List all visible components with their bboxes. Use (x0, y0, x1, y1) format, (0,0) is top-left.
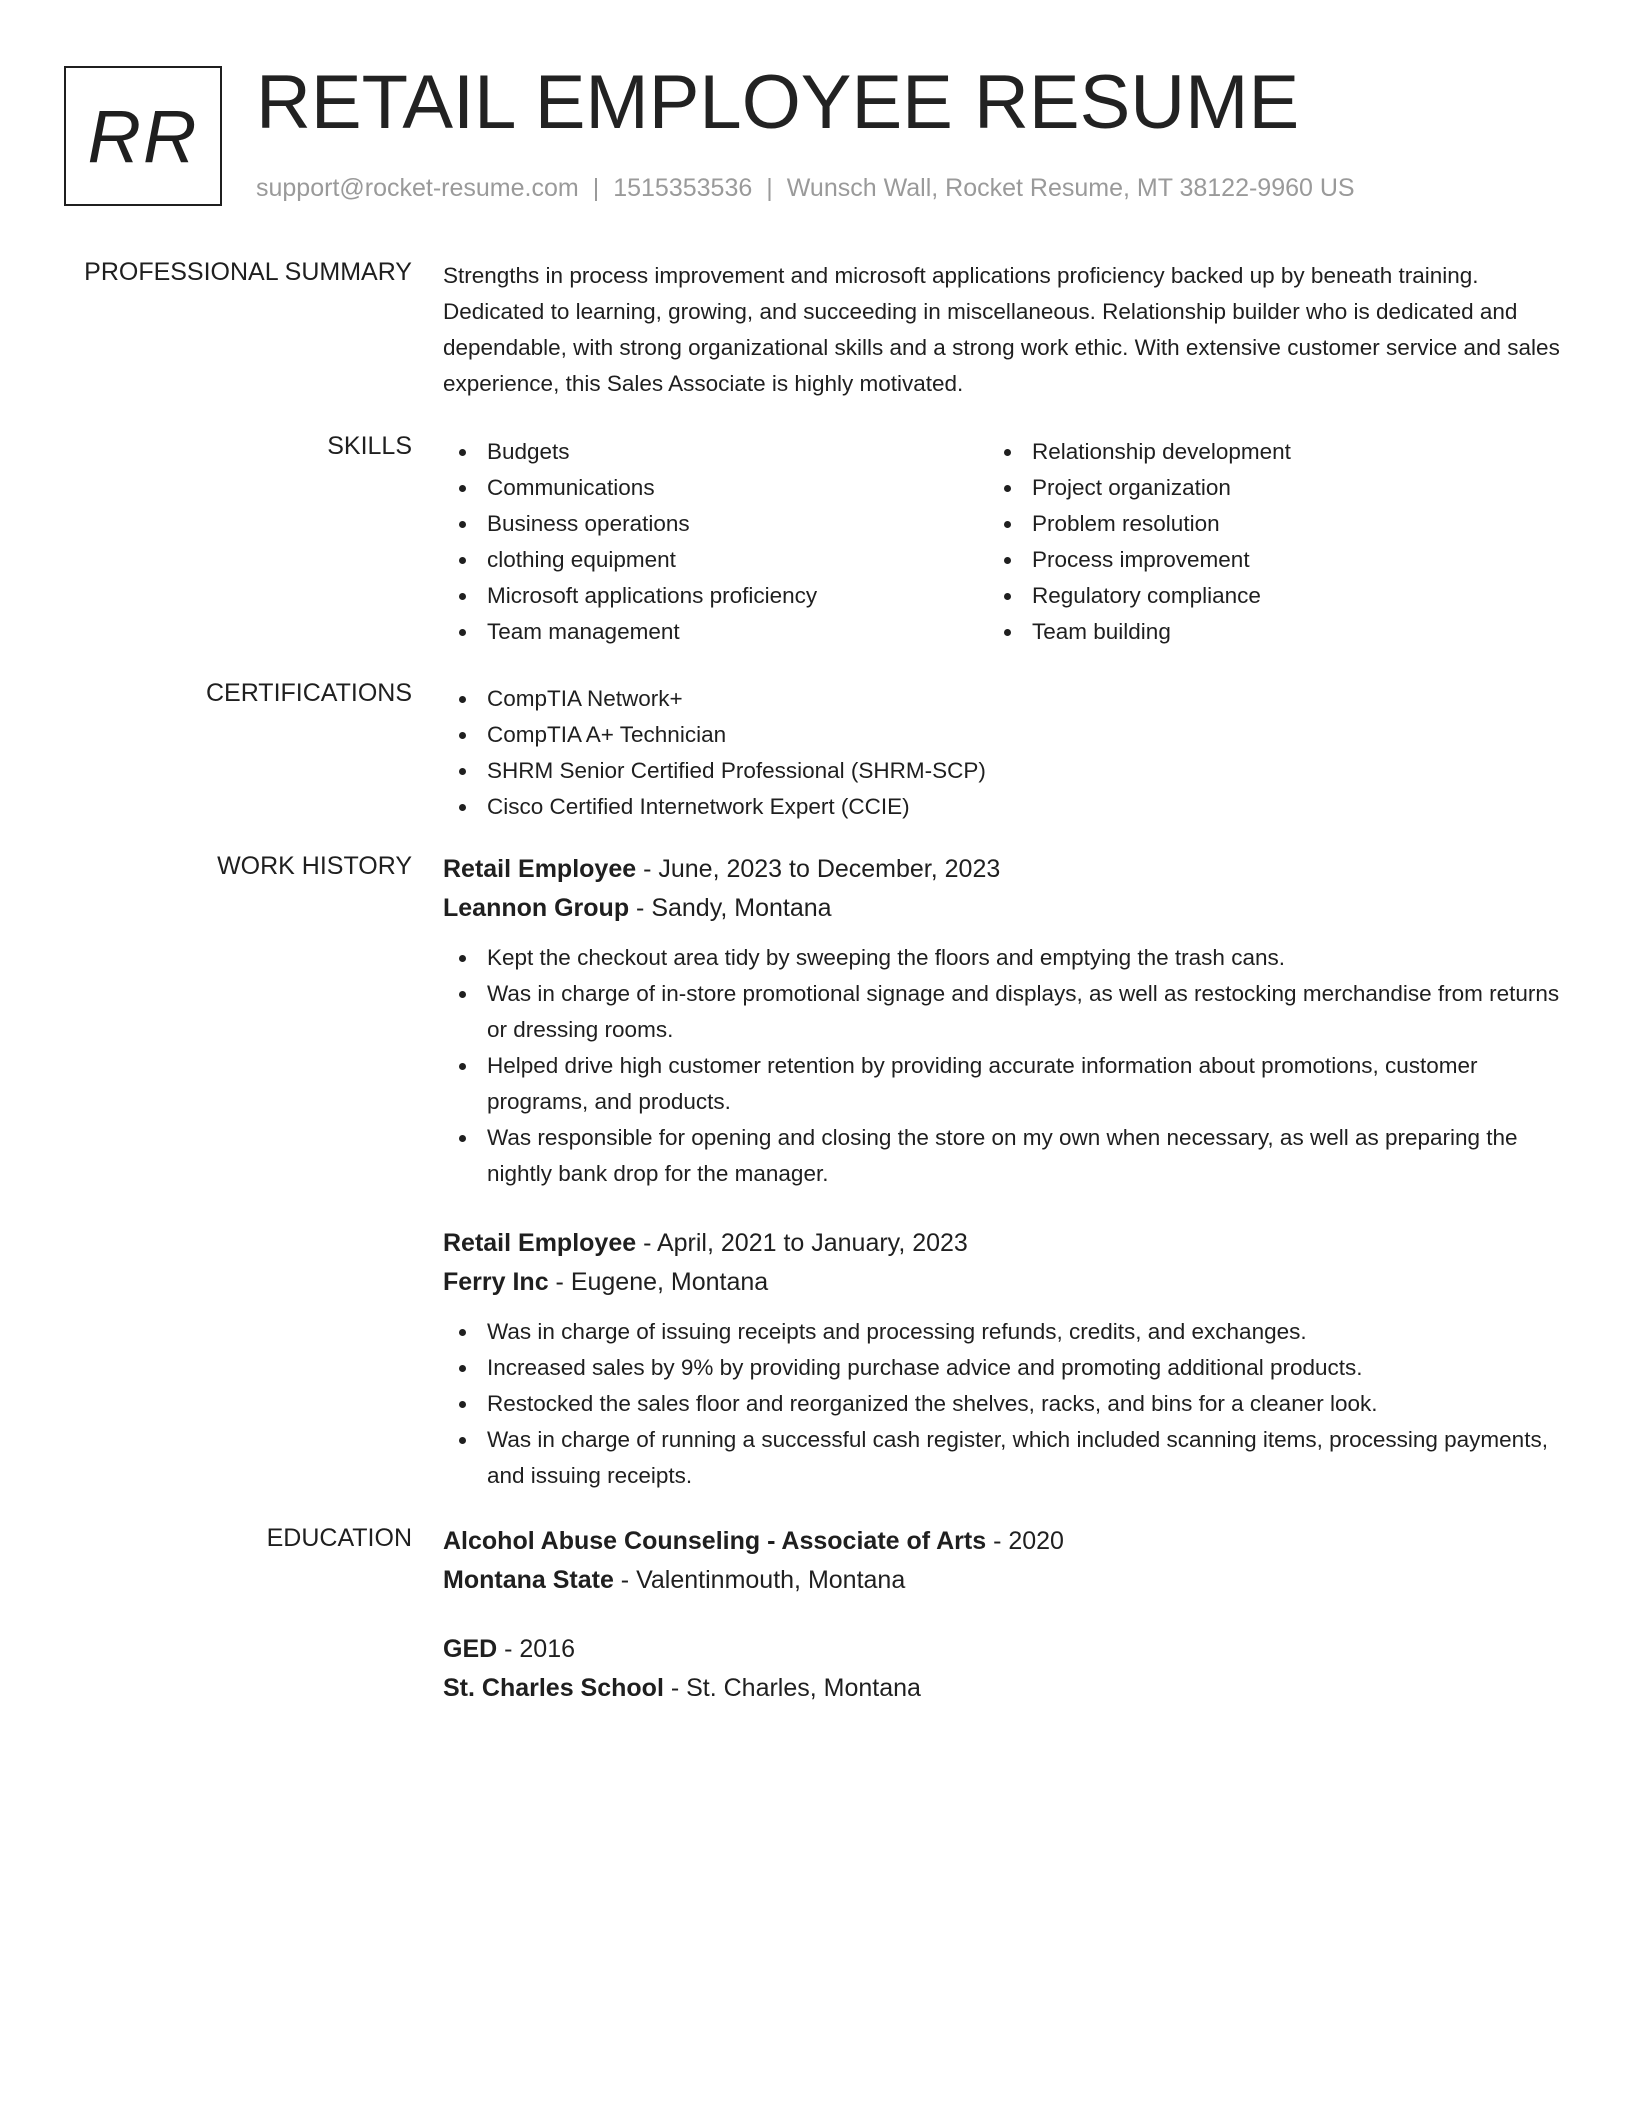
skills-column-1 (443, 434, 988, 650)
education-content (443, 1522, 1563, 1708)
summary-content (443, 258, 1563, 402)
skill-item: Process improvement (988, 542, 1533, 578)
education-school: Montana State (443, 1566, 614, 1594)
job-role: Retail Employee (443, 855, 637, 883)
education-entry (443, 1522, 1563, 1600)
contact-phone: 1515353536 (613, 174, 753, 202)
job-duty: Was in charge of issuing receipts and processing refunds, credits, and exchanges. (443, 1314, 1563, 1350)
job-location: - Eugene, Montana (548, 1268, 769, 1296)
education-year: - 2020 (986, 1527, 1064, 1555)
job-role: Retail Employee (443, 1229, 637, 1257)
skill-item: Team building (988, 614, 1533, 650)
work-history-content (443, 850, 1563, 1494)
certifications-list (443, 681, 1563, 825)
certification-item: CompTIA Network+ (443, 681, 1563, 717)
monogram-logo: RR (64, 66, 222, 206)
job-company-line (443, 1263, 1563, 1302)
education-degree-line (443, 1522, 1563, 1561)
job-dates: - April, 2021 to January, 2023 (636, 1229, 968, 1257)
education-degree: Alcohol Abuse Counseling - Associate of Arts (443, 1527, 987, 1555)
section-label-work-history: WORK HISTORY (217, 852, 412, 880)
skill-item: Team management (443, 614, 988, 650)
education-entry (443, 1630, 1563, 1708)
skills-column-2 (988, 434, 1533, 650)
skill-item: Microsoft applications proficiency (443, 578, 988, 614)
job-title-line (443, 1224, 1563, 1263)
job-duty: Was in charge of running a successful cash register, which included scanning items, processing payments, and issuing receipts. (443, 1422, 1563, 1494)
education-location: - Valentinmouth, Montana (613, 1566, 906, 1594)
education-school-line (443, 1669, 1563, 1708)
skill-item: clothing equipment (443, 542, 988, 578)
skills-content (443, 434, 1563, 650)
job-duty: Was responsible for opening and closing the store on my own when necessary, as well as preparing the nightly bank drop for the manager. (443, 1120, 1563, 1192)
certification-item: Cisco Certified Internetwork Expert (CCIE) (443, 789, 1563, 825)
job-company: Leannon Group (443, 894, 630, 922)
skill-item: Project organization (988, 470, 1533, 506)
skill-item: Communications (443, 470, 988, 506)
skill-item: Regulatory compliance (988, 578, 1533, 614)
certification-item: CompTIA A+ Technician (443, 717, 1563, 753)
certifications-content (443, 681, 1563, 825)
job-duty: Was in charge of in-store promotional signage and displays, as well as restocking merchandise from returns or dressing rooms. (443, 976, 1563, 1048)
summary-text: Strengths in process improvement and microsoft applications proficiency backed up by beneath training. Dedicated to learning, growing, and succeeding in miscellaneous. Relationship builder who is dedicated and dependable, with strong organizational skills and a strong work ethic. With extensive customer service and sales experience, this Sales Associate is highly motivated. (443, 263, 1560, 396)
job-entry (443, 1224, 1563, 1494)
education-location: - St. Charles, Montana (663, 1674, 921, 1702)
contact-email: support@rocket-resume.com (256, 174, 579, 202)
education-school-line (443, 1561, 1563, 1600)
contact-separator: | (592, 174, 600, 202)
skill-item: Business operations (443, 506, 988, 542)
skill-item: Relationship development (988, 434, 1533, 470)
page-title: RETAIL EMPLOYEE RESUME (256, 60, 1300, 145)
job-duty: Kept the checkout area tidy by sweeping the floors and emptying the trash cans. (443, 940, 1563, 976)
job-company: Ferry Inc (443, 1268, 549, 1296)
section-label-certifications: CERTIFICATIONS (205, 679, 412, 707)
certification-item: SHRM Senior Certified Professional (SHRM-SCP) (443, 753, 1563, 789)
job-dates: - June, 2023 to December, 2023 (636, 855, 1001, 883)
skills-grid (443, 434, 1563, 650)
job-title-line (443, 850, 1563, 889)
skill-item: Problem resolution (988, 506, 1533, 542)
job-entry (443, 850, 1563, 1192)
contact-address: Wunsch Wall, Rocket Resume, MT 38122-9960 US (786, 174, 1355, 202)
contact-line (256, 174, 1355, 203)
job-duty: Restocked the sales floor and reorganized the shelves, racks, and bins for a cleaner look. (443, 1386, 1563, 1422)
job-duties-list (443, 940, 1563, 1192)
education-degree: GED (443, 1635, 498, 1663)
job-duties-list (443, 1314, 1563, 1494)
education-year: - 2016 (497, 1635, 576, 1663)
section-label-education: EDUCATION (266, 1524, 412, 1552)
job-location: - Sandy, Montana (629, 894, 832, 922)
section-label-summary: PROFESSIONAL SUMMARY (84, 258, 412, 286)
section-label-skills: SKILLS (327, 432, 412, 460)
job-duty: Increased sales by 9% by providing purchase advice and promoting additional products. (443, 1350, 1563, 1386)
skill-item: Budgets (443, 434, 988, 470)
education-degree-line (443, 1630, 1563, 1669)
education-school: St. Charles School (443, 1674, 664, 1702)
job-company-line (443, 889, 1563, 928)
contact-separator: | (766, 174, 773, 202)
job-duty: Helped drive high customer retention by providing accurate information about promotions, customer programs, and products. (443, 1048, 1563, 1120)
